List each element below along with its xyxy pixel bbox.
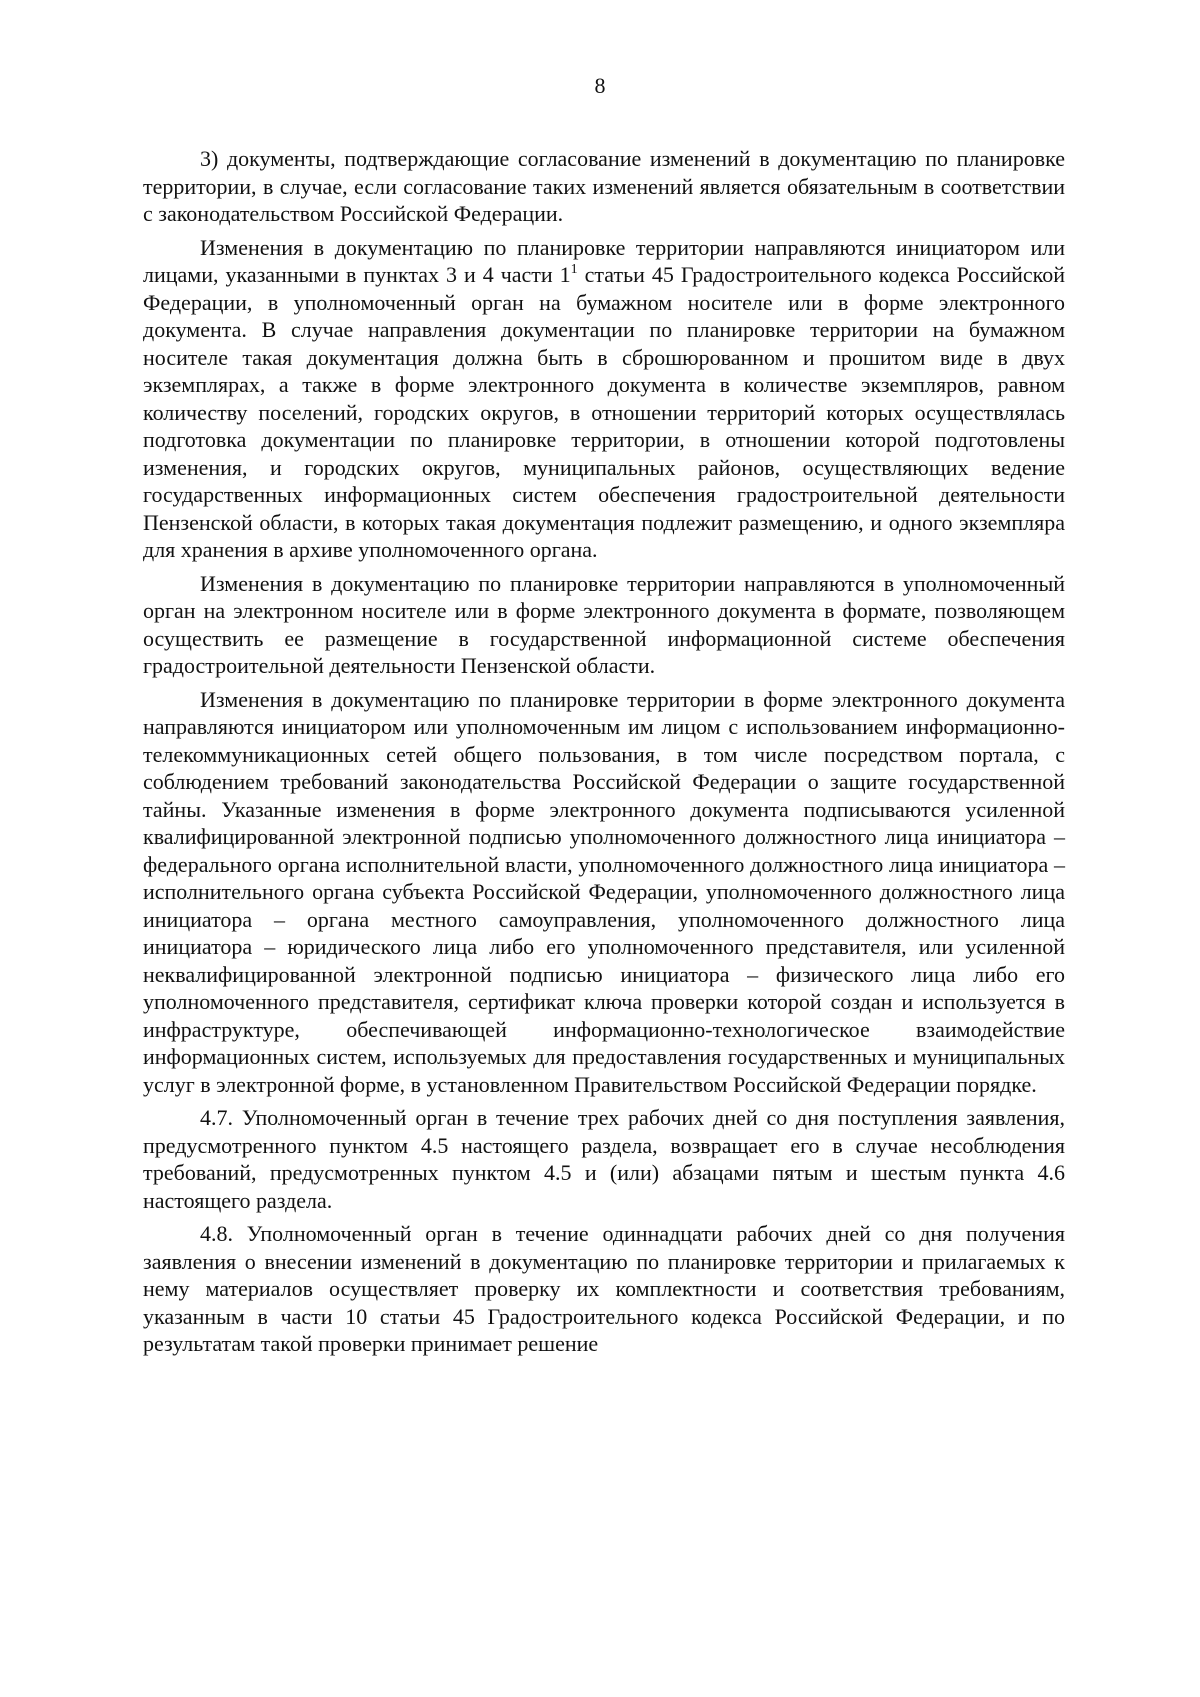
paragraph-clause-4-7: 4.7. Уполномоченный орган в течение трех рабочих дней со дня поступления заявления, предусмотренного пунктом 4.5 настоящего раздела, возвращает его в случае несоблюдения требований, предусмотренных пунктом 4.5 и (или) абзацами пятым и шестым пункта 4.6 настоящего раздела.: [143, 1105, 1065, 1213]
superscript-marker: 1: [570, 262, 578, 277]
paragraph-text-before-superscript: Изменения в документацию по планировке территории направляются инициатором или лицами, указанными в пунктах 3 и 4 части 1: [143, 234, 1065, 287]
document-body: [143, 145, 1065, 1358]
page-number: 8: [594, 73, 606, 98]
paragraph-documents-approval: 3) документы, подтверждающие согласование изменений в документацию по планировке территории, в случае, если согласование таких изменений является обязательным в соответствии с законодательством Российской Федерации.: [143, 146, 1065, 226]
paragraph-clause-4-8: 4.8. Уполномоченный орган в течение одиннадцати рабочих дней со дня получения заявления о внесении изменений в документацию по планировке территории и прилагаемых к нему материалов осуществляет проверку их комплектности и соответствия требованиям, указанным в части 10 статьи 45 Градостроительного кодекса Российской Федерации, и по результатам такой проверки принимает решение: [143, 1221, 1065, 1356]
paragraph-electronic-signature: Изменения в документацию по планировке территории в форме электронного документа направляются инициатором или уполномоченным им лицом с использованием информационно-телекоммуникационных сетей общего пользования, в том числе посредством портала, с соблюдением требований законодательства Российской Федерации о защите государственной тайны. Указанные изменения в форме электронного документа подписываются усиленной квалифицированной электронной подписью уполномоченного должностного лица инициатора – федерального органа исполнительной власти, уполномоченного должностного лица инициатора – исполнительного органа субъекта Российской Федерации, уполномоченного должностного лица инициатора – органа местного самоуправления, уполномоченного должностного лица инициатора – юридического лица либо его уполномоченного представителя, или усиленной неквалифицированной электронной подписью инициатора – физического лица либо его уполномоченного представителя, сертификат ключа проверки которой создан и используется в инфраструктуре, обеспечивающей информационно-технологическое взаимодействие информационных систем, используемых для предоставления государственных и муниципальных услуг в электронной форме, в установленном Правительством Российской Федерации порядке.: [143, 686, 1065, 1097]
paragraph-submission-paper-form: [143, 234, 1065, 564]
paragraph-submission-electronic-media: Изменения в документацию по планировке территории направляются в уполномоченный орган на электронном носителе или в форме электронного документа в формате, позволяющем осуществить ее размещение в государственной информационной системе обеспечения градостроительной деятельности Пензенской области.: [143, 570, 1065, 678]
paragraph-text-after-superscript: статьи 45 Градостроительного кодекса Российской Федерации, в уполномоченный орган на бумажном носителе или в форме электронного документа. В случае направления документации по планировке территории на бумажном носителе такая документация должна быть в сброшюрованном и прошитом виде в двух экземплярах, а также в форме электронного документа в количестве экземпляров, равном количеству поселений, городских округов, в отношении территорий которых осуществлялась подготовка документации по планировке территории, в отношении которой подготовлены изменения, и городских округов, муниципальных районов, осуществляющих ведение государственных информационных систем обеспечения градостроительной деятельности Пензенской области, в которых такая документация подлежит размещению, и одного экземпляра для хранения в архиве уполномоченного органа.: [143, 262, 1065, 562]
